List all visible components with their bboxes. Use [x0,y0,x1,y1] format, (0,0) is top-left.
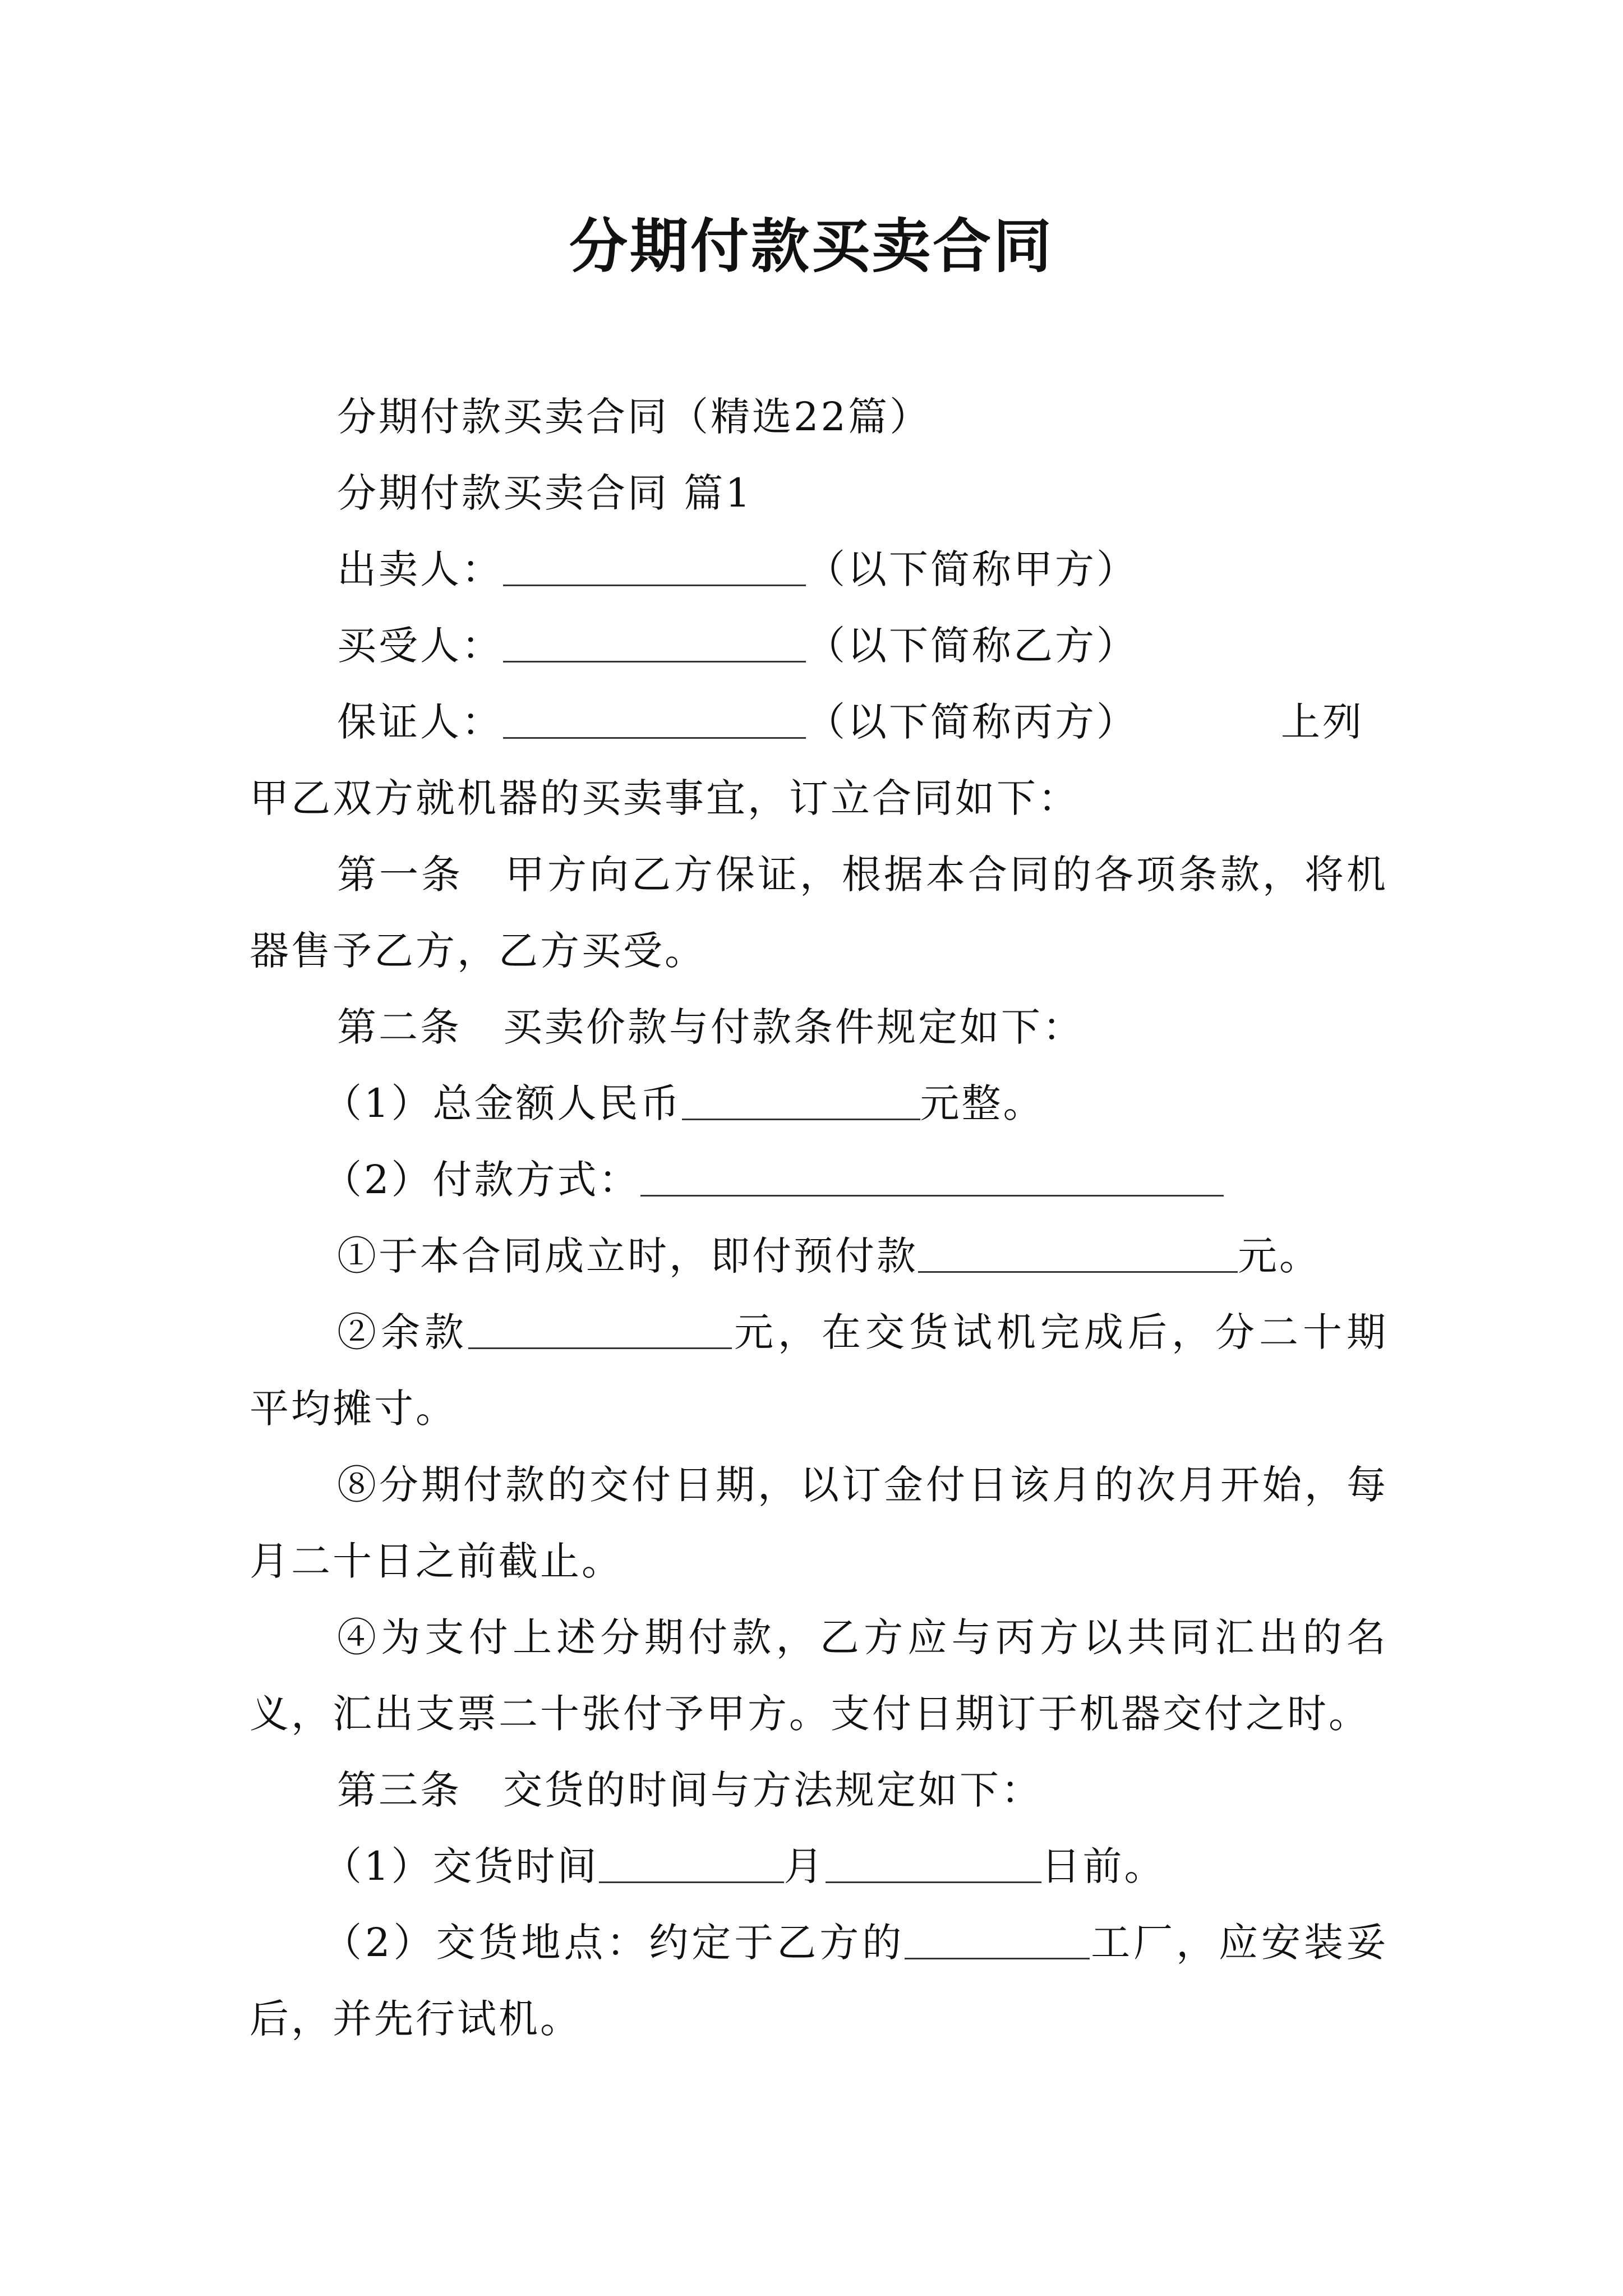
guarantor-suffix: （以下简称丙方） [806,699,1138,745]
payment-method-blank [640,1162,1224,1197]
guarantor-label: 保证人： [337,699,503,745]
delivery-place-blank [905,1925,1090,1959]
buyer-suffix: （以下简称乙方） [806,623,1138,669]
payment-item-2 [250,1294,1388,1447]
prepayment-label: ①于本合同成立时，即付预付款 [337,1233,918,1279]
seller-line [250,531,1388,608]
guarantor-line [250,684,1388,760]
balance-text: 元，在交货试机完成后，分二十期平均摊寸。 [250,1309,1388,1432]
payment-method-label: （2）付款方式： [322,1157,640,1203]
seller-suffix: （以下简称甲方） [806,546,1138,592]
buyer-blank [503,628,806,662]
delivery-month-label: 月 [783,1843,826,1889]
prepayment-blank [918,1239,1238,1273]
article-2-item-2 [250,1142,1388,1218]
delivery-month-blank [599,1849,784,1883]
delivery-day-suffix: 日前。 [1041,1843,1166,1889]
subtitle-line: 分期付款买卖合同（精选22篇） [337,394,932,440]
document-title: 分期付款买卖合同 [569,211,1054,280]
article-3-item-1 [250,1828,1388,1904]
delivery-place-label: （2）交货地点：约定于乙方的 [322,1920,905,1966]
balance-blank [468,1315,732,1349]
intro-continuation: 甲乙双方就机器的买卖事宜，订立合同如下： [250,775,1080,821]
article-2-heading: 第二条 买卖价款与付款条件规定如下： [337,1004,1084,1050]
delivery-day-blank [826,1849,1041,1883]
article-3-item-2 [250,1904,1388,2057]
buyer-line [250,608,1388,684]
guarantor-blank [503,705,806,739]
delivery-place-text: 工厂，应安装妥后，并先行试机。 [250,1920,1388,2042]
buyer-label: 买受人： [337,623,503,669]
guarantor-tail: 上列 [1281,699,1364,745]
section-heading: 分期付款买卖合同 篇1 [337,470,753,516]
article-1: 第一条 甲方向乙方保证，根据本合同的各项条款，将机器售予乙方，乙方买受。 [250,852,1388,974]
total-amount-label: （1）总金额人民币 [322,1080,682,1126]
seller-label: 出卖人： [337,546,503,592]
prepayment-suffix: 元。 [1238,1233,1321,1279]
seller-blank [503,552,806,586]
article-3-heading: 第三条 交货的时间与方法规定如下： [337,1767,1043,1813]
payment-item-4: ④为支付上述分期付款，乙方应与丙方以共同汇出的名义，汇出支票二十张付予甲方。支付日期订于机器交付之时。 [250,1614,1388,1737]
total-amount-blank [682,1086,920,1120]
article-2-item-1 [250,1065,1388,1142]
total-amount-suffix: 元整。 [920,1080,1045,1126]
delivery-time-label: （1）交货时间 [322,1843,599,1889]
payment-item-3: ⑧分期付款的交付日期，以订金付日该月的次月开始，每月二十日之前截止。 [250,1462,1388,1584]
payment-item-1 [250,1218,1388,1294]
balance-label: ②余款 [337,1309,468,1355]
document-body [250,379,1388,2057]
